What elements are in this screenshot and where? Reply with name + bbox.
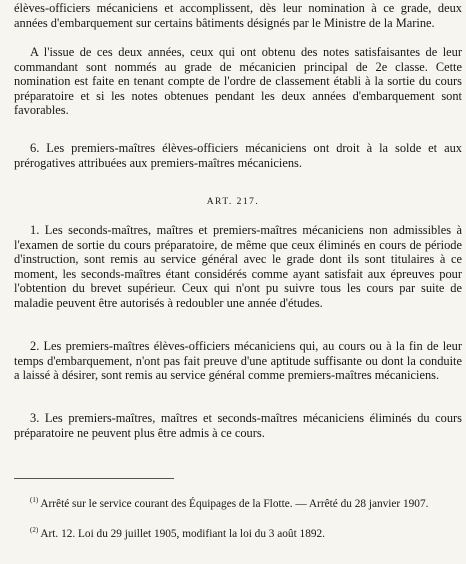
footnote-1-marker: (1) (30, 496, 39, 505)
article-paragraph-2: 2. Les premiers-maîtres élèves-officiers mécaniciens qui, au cours ou à la fin de leur temps d'embarquement, n'ont pas fait preuve d'une aptitude suffisante ou dont la conduite a laissé à désirer, sont remis au service général comme premiers-maîtres mécaniciens. (14, 339, 462, 382)
footnote-1-text: Arrêté sur le service courant des Équipages de la Flotte. — Arrêté du 28 janvier 1907. (40, 498, 429, 510)
footnote-separator (14, 478, 174, 479)
footnote-2 (14, 528, 462, 542)
footnote-1 (14, 498, 462, 512)
paragraph-continuation: élèves-officiers mécaniciens et accomplissent, dès leur nomination à ce grade, deux années d'embarquement sur certains bâtiments désignés par le Ministre de la Marine. (14, 1, 462, 30)
footnote-2-text: Art. 12. Loi du 29 juillet 1905, modifiant la loi du 3 août 1892. (40, 528, 325, 540)
footnote-2-marker: (2) (30, 526, 39, 535)
article-paragraph-3: 3. Les premiers-maîtres, maîtres et seconds-maîtres mécaniciens éliminés du cours préparatoire ne peuvent plus être admis à ce cours. (14, 411, 462, 440)
article-heading: ART. 217. (206, 197, 260, 207)
paragraph-6: 6. Les premiers-maîtres élèves-officiers mécaniciens ont droit à la solde et aux prérogatives attribuées aux premiers-maîtres mécaniciens. (14, 141, 462, 170)
article-paragraph-1: 1. Les seconds-maîtres, maîtres et premiers-maîtres mécaniciens non admissibles à l'examen de sortie du cours préparatoire, de même que ceux éliminés en cours de période d'instruction, sont remis au service général avec le grade dont ils sont titulaires à ce moment, les seconds-maîtres étant considérés comme ayant satisfait aux épreuves pour l'obtention du brevet supérieur. Ceux qui n'ont pu suivre tous les cours par suite de maladie peuvent être autorisés à redoubler une année d'études. (14, 223, 462, 310)
paragraph-nomination: A l'issue de ces deux années, ceux qui ont obtenu des notes satisfaisantes de leur commandant sont nommés au grade de mécanicien principal de 2e classe. Cette nomination est faite en tenant compte de l'ordre de classement établi à la sortie du cours préparatoire et si les notes obtenues pendant les deux années d'embarquement sont favorables. (14, 45, 462, 117)
